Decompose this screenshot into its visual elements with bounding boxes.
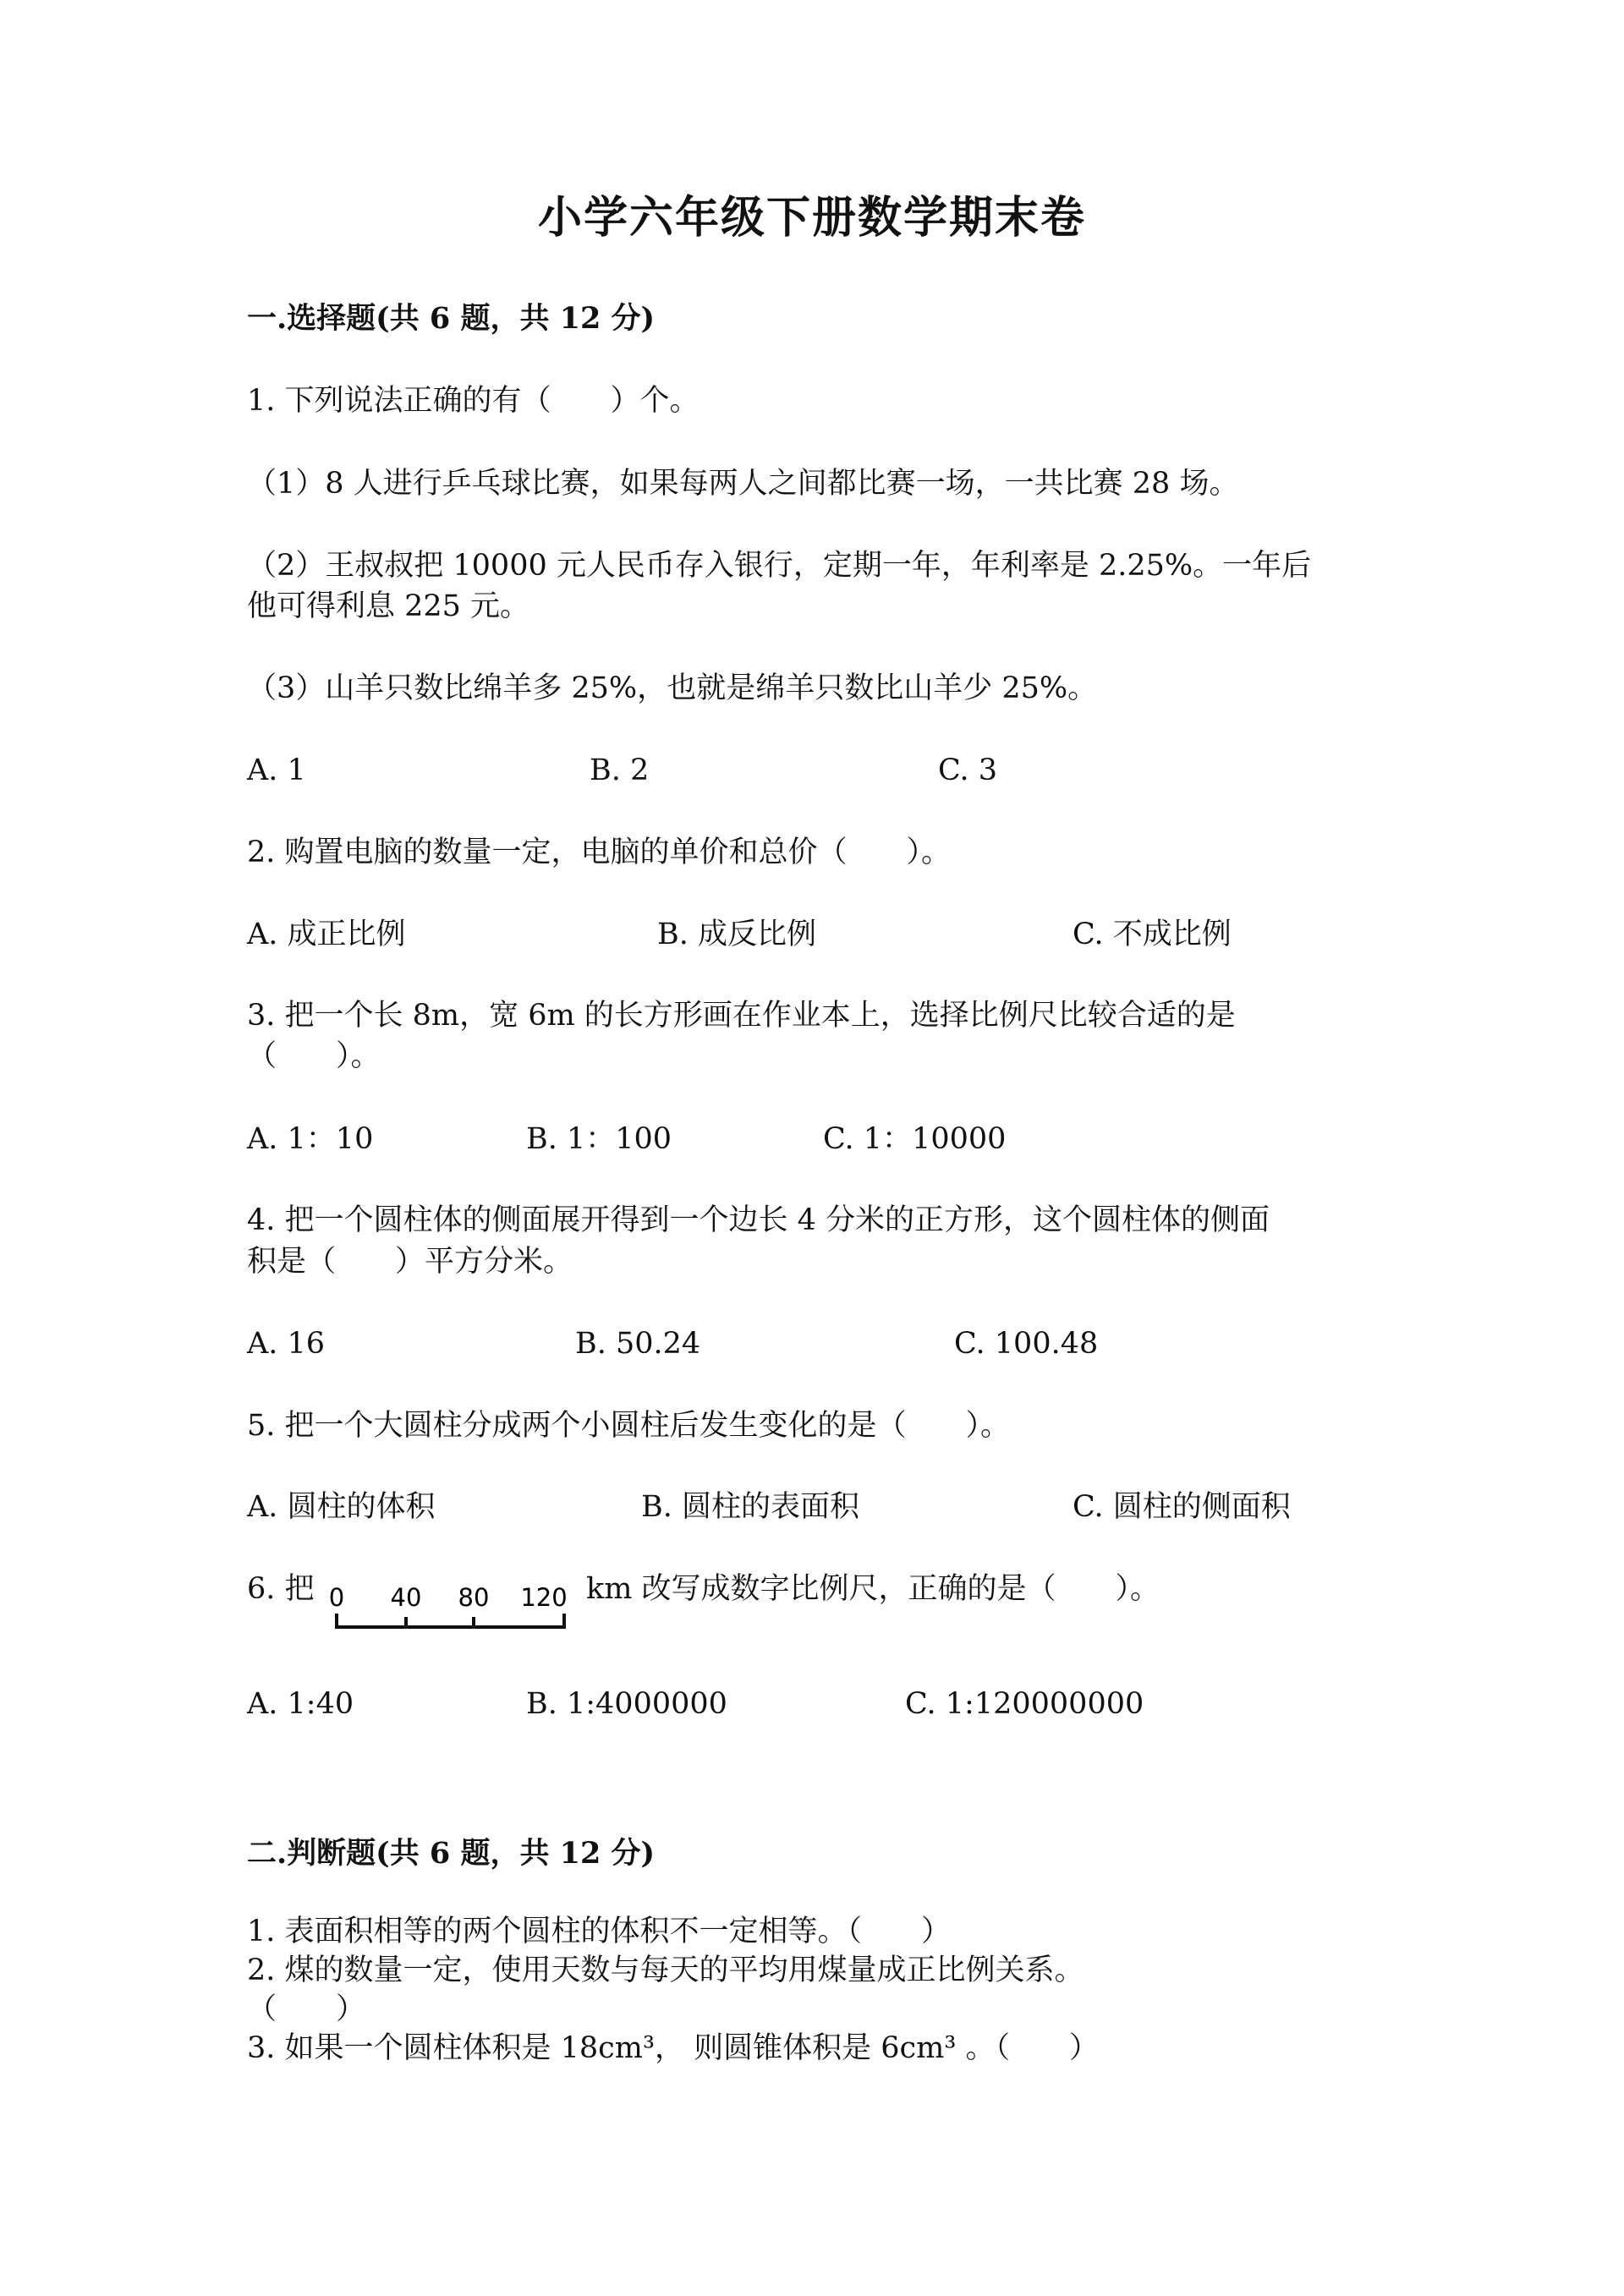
question-1-option-a[interactable]: A. 1	[247, 753, 306, 787]
section-heading-multiple-choice: 一.选择题(共 6 题，共 12 分)	[247, 301, 656, 336]
question-2-option-c[interactable]: C. 不成比例	[1073, 918, 1232, 951]
question-4-option-c[interactable]: C. 100.48	[954, 1327, 1099, 1361]
question-4-option-b[interactable]: B. 50.24	[575, 1327, 701, 1361]
question-5-option-a[interactable]: A. 圆柱的体积	[247, 1490, 436, 1524]
question-4-stem: 4. 把一个圆柱体的侧面展开得到一个边长 4 分米的正方形，这个圆柱体的侧面	[247, 1203, 1270, 1237]
scale-bar-figure	[321, 1576, 575, 1639]
question-6-prefix: 6. 把	[247, 1572, 315, 1606]
question-1-statement-1: （1）8 人进行乒乓球比赛，如果每两人之间都比赛一场，一共比赛 28 场。	[247, 467, 1239, 501]
question-1-option-b[interactable]: B. 2	[590, 753, 650, 787]
question-6-option-b[interactable]: B. 1:4000000	[526, 1687, 727, 1721]
question-6-option-c[interactable]: C. 1:120000000	[905, 1687, 1144, 1721]
question-5-option-c[interactable]: C. 圆柱的侧面积	[1073, 1490, 1291, 1524]
question-1-statement-2: （2）王叔叔把 10000 元人民币存入银行，定期一年，年利率是 2.25%。一年后	[247, 549, 1312, 583]
question-3-option-b[interactable]: B. 1：100	[526, 1122, 672, 1156]
question-2-stem: 2. 购置电脑的数量一定，电脑的单价和总价（ ）。	[247, 836, 952, 869]
question-6-suffix: km 改写成数字比例尺，正确的是（ ）。	[586, 1572, 1160, 1606]
question-4-option-a[interactable]: A. 16	[247, 1327, 326, 1361]
question-4-stem-cont: 积是（ ）平方分米。	[247, 1245, 573, 1279]
judgement-2-cont: （ ）	[247, 1992, 366, 2026]
question-2-option-b[interactable]: B. 成反比例	[657, 918, 816, 951]
scale-tick-label: 0	[328, 1583, 345, 1612]
section-heading-true-false: 二.判断题(共 6 题，共 12 分)	[247, 1836, 656, 1871]
scale-tick-label: 40	[390, 1583, 422, 1612]
question-3-option-a[interactable]: A. 1：10	[247, 1122, 374, 1156]
question-3-option-c[interactable]: C. 1：10000	[823, 1122, 1007, 1156]
question-3-stem: 3. 把一个长 8m，宽 6m 的长方形画在作业本上，选择比例尺比较合适的是	[247, 999, 1236, 1033]
question-1-stem: 1. 下列说法正确的有（ ）个。	[247, 384, 700, 418]
judgement-3: 3. 如果一个圆柱体积是 18cm³， 则圆锥体积是 6cm³ 。（ ）	[247, 2031, 1099, 2065]
question-1-option-c[interactable]: C. 3	[938, 753, 998, 787]
question-1-statement-2-cont: 他可得利息 225 元。	[247, 589, 530, 623]
judgement-1: 1. 表面积相等的两个圆柱的体积不一定相等。（ ）	[247, 1915, 952, 1948]
question-5-stem: 5. 把一个大圆柱分成两个小圆柱后发生变化的是（ ）。	[247, 1409, 1011, 1443]
question-2-option-a[interactable]: A. 成正比例	[247, 918, 406, 951]
question-1-statement-3: （3）山羊只数比绵羊多 25%，也就是绵羊只数比山羊少 25%。	[247, 671, 1098, 705]
scale-tick-label: 120	[520, 1583, 568, 1612]
judgement-2: 2. 煤的数量一定，使用天数与每天的平均用煤量成正比例关系。	[247, 1954, 1084, 1987]
scale-tick-label: 80	[458, 1583, 490, 1612]
question-5-option-b[interactable]: B. 圆柱的表面积	[641, 1490, 859, 1524]
page-title: 小学六年级下册数学期末卷	[537, 192, 1086, 244]
question-6-option-a[interactable]: A. 1:40	[247, 1687, 354, 1721]
question-3-stem-cont: （ ）。	[247, 1039, 381, 1073]
